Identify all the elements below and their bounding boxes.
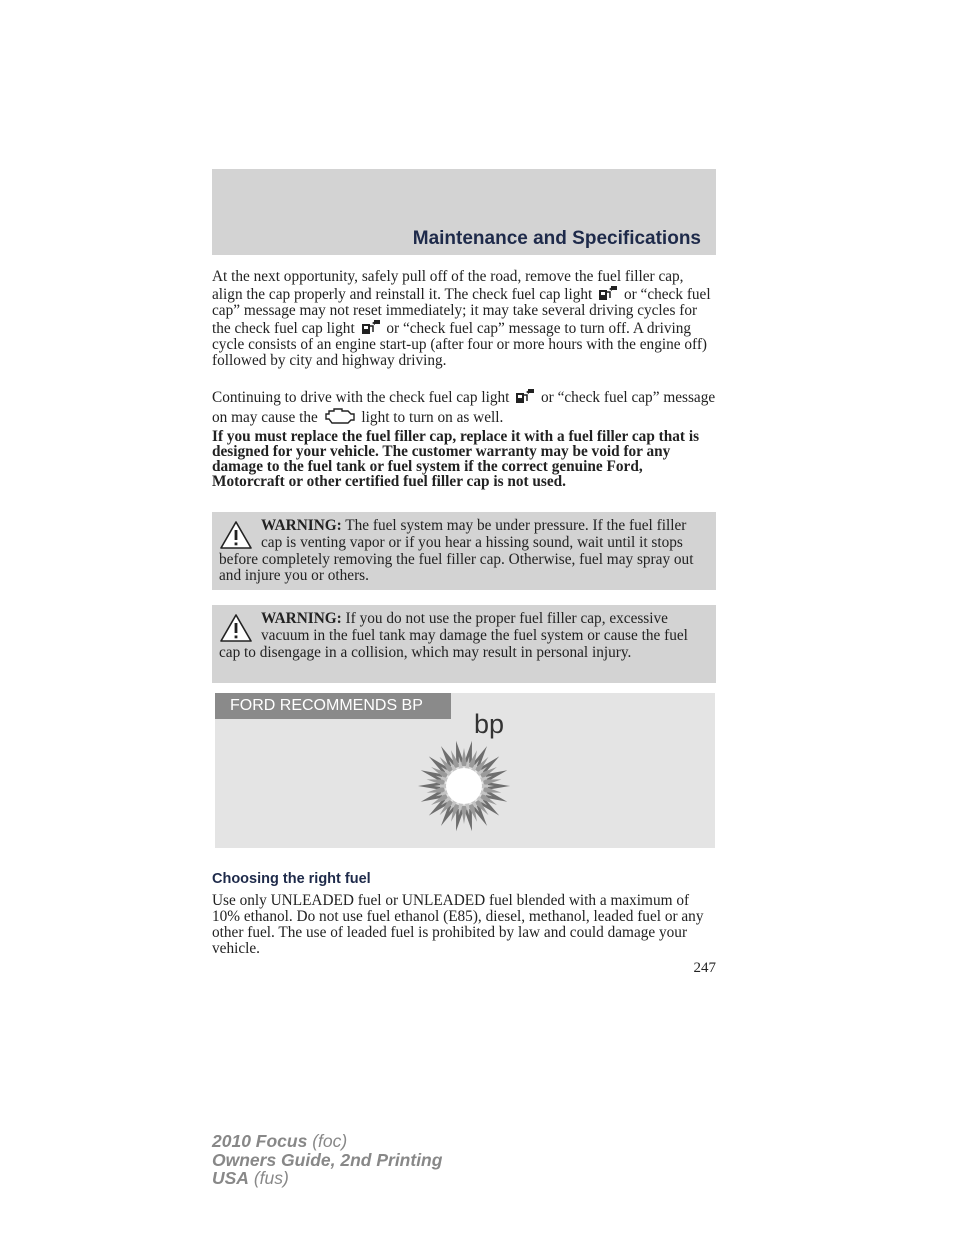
para2-text-1: Continuing to drive with the check fuel cap light [212, 389, 510, 406]
footer-region-code: (fus) [253, 1168, 289, 1188]
para1-text-2: or “check fuel cap” message may not reset immediately; it may take several driving cycles for the check fuel cap light [212, 286, 711, 337]
check-fuel-cap-icon [598, 285, 618, 301]
check-fuel-cap-icon [515, 388, 535, 404]
warning-box-pressure [212, 512, 716, 590]
warning-text: The fuel system may be under pressure. If the fuel filler cap is venting vapor or if you hear a hissing sound, wait until it stops before completely removing the fuel filler cap. Otherwise, fuel may spray out and injure you or others. [219, 517, 694, 585]
warning-triangle-icon [219, 520, 253, 550]
footer-model-code: (foc) [312, 1131, 348, 1151]
warning-label: WARNING: [261, 610, 342, 627]
footer-guide: Owners Guide, 2nd Printing [212, 1149, 443, 1170]
footer-region: USA [212, 1168, 249, 1188]
bp-helios-logo [416, 738, 512, 834]
para2-text-3: light to turn on as well. [361, 409, 504, 426]
footer [212, 1132, 442, 1188]
bp-logo-center [446, 768, 482, 804]
para1-text-1: At the next opportunity, safely pull off of the road, remove the fuel filler cap, align the cap properly and reinstall it. The check fuel cap light [212, 268, 684, 303]
bp-banner: FORD RECOMMENDS BP [215, 693, 451, 719]
page-number: 247 [693, 960, 716, 976]
warning-label: WARNING: [261, 517, 342, 534]
warning-text: If you do not use the proper fuel filler cap, excessive vacuum in the fuel tank may damage the fuel system or cause the fuel cap to disengage in a collision, which may result in personal injury. [219, 610, 688, 661]
paragraph-right-fuel: Use only UNLEADED fuel or UNLEADED fuel blended with a maximum of 10% ethanol. Do not use fuel ethanol (E85), diesel, methanol, leaded fuel or any other fuel. The use of leaded fuel is prohibited by law and could damage your vehicle. [212, 892, 704, 957]
paragraph-continue-driving [212, 388, 716, 426]
section-heading: Choosing the right fuel [212, 871, 371, 887]
para1-text-3: or “check fuel cap” message to turn off. A driving cycle consists of an engine start-up (after four or more hours with the engine off) followed by city and highway driving. [212, 320, 708, 369]
para2-text-2: or “check fuel cap” message on may cause the [212, 389, 716, 426]
paragraph-fuel-cap-reinstall [212, 269, 716, 369]
check-engine-icon [324, 406, 356, 424]
section-header [212, 169, 716, 255]
section-title: Maintenance and Specifications [412, 228, 701, 249]
footer-model: 2010 Focus [212, 1131, 308, 1151]
paragraph-replace-cap-warning: If you must replace the fuel filler cap, replace it with a fuel filler cap that is designed for your vehicle. The customer warranty may be void for any damage to the fuel tank or fuel system if the correct genuine Ford, Motorcraft or other certified fuel filler cap is not used. [212, 428, 700, 490]
warning-box-vacuum [212, 605, 716, 683]
bp-recommendation-panel [215, 693, 715, 848]
bp-logo-text: bp [474, 709, 505, 739]
warning-triangle-icon [219, 613, 253, 643]
check-fuel-cap-icon [361, 319, 381, 335]
